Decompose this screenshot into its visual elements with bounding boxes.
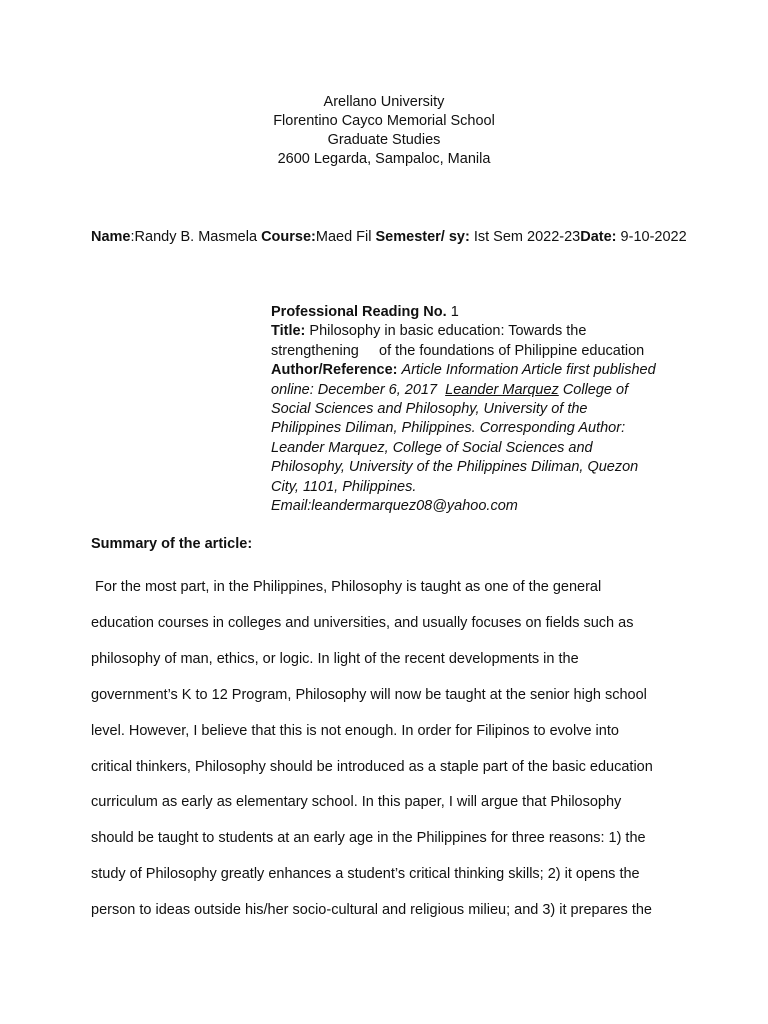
- student-info-row: Name:Randy B. Masmela Course:Maed Fil Semester/ sy: Ist Sem 2022-23Date: 9-10-2022: [91, 229, 687, 245]
- summary-line: level. However, I believe that this is not enough. In order for Filipinos to evolve into: [91, 722, 619, 739]
- title-label: Title:: [271, 323, 306, 340]
- date-label: Date:: [580, 229, 617, 245]
- reading-number-label: Professional Reading No.: [271, 304, 447, 320]
- school-name: Florentino Cayco Memorial School: [273, 113, 495, 129]
- summary-heading: Summary of the article:: [91, 536, 253, 552]
- title-text-1: Philosophy in basic education: Towards the: [309, 323, 587, 340]
- author-link[interactable]: Leander Marquez: [445, 381, 559, 398]
- semester-label: Semester/ sy:: [375, 229, 470, 245]
- school-address: 2600 Legarda, Sampaloc, Manila: [277, 151, 491, 167]
- summary-line: For the most part, in the Philippines, Philosophy is taught as one of the general: [91, 579, 602, 595]
- author-line-1: [271, 361, 681, 380]
- author-line-6: Philosophy, University of the Philippines Diliman, Quezon: [271, 459, 639, 476]
- course-label: Course:: [261, 229, 316, 245]
- university-name: Arellano University: [323, 94, 445, 110]
- author-label: Author/Reference:: [271, 362, 398, 379]
- summary-line: education courses in colleges and universities, and usually focuses on fields such as: [91, 614, 634, 631]
- summary-line: philosophy of man, ethics, or logic. In light of the recent developments in the: [91, 650, 579, 667]
- summary-line: government’s K to 12 Program, Philosophy will now be taught at the senior high school: [91, 686, 647, 703]
- author-line-2: online: December 6, 2017 Leander Marquez College of: [271, 381, 629, 398]
- title-line-2: strengthening of the foundations of Philippine education: [271, 342, 645, 359]
- course-value: Maed Fil: [315, 229, 372, 245]
- document-header: [0, 93, 768, 169]
- summary-line: critical thinkers, Philosophy should be introduced as a staple part of the basic education: [91, 758, 653, 775]
- author-line-3: Social Sciences and Philosophy, University of the: [271, 401, 588, 418]
- summary-line: should be taught to students at an early age in the Philippines for three reasons: 1) the: [91, 830, 646, 847]
- reading-number-value: 1: [450, 304, 459, 320]
- name-label: Name: [91, 229, 131, 245]
- author-line-4: Philippines Diliman, Philippines. Corresponding Author:: [271, 420, 626, 437]
- author-email: Email:leandermarquez08@yahoo.com: [271, 498, 518, 515]
- semester-value: Ist Sem 2022-23: [473, 229, 581, 245]
- summary-body: [91, 570, 691, 929]
- author-line-7: City, 1101, Philippines.: [271, 478, 417, 495]
- name-value: Randy B. Masmela: [134, 229, 258, 245]
- summary-line: curriculum as early as elementary school. In this paper, I will argue that Philosophy: [91, 794, 622, 811]
- author-line-5: Leander Marquez, College of Social Sciences and: [271, 439, 593, 456]
- date-value: 9-10-2022: [620, 229, 687, 245]
- department-name: Graduate Studies: [327, 132, 441, 148]
- author-text-1: Article Information Article first published: [401, 362, 656, 379]
- summary-line: study of Philosophy greatly enhances a student’s critical thinking skills; 2) it opens the: [91, 866, 640, 883]
- reading-details: [271, 303, 681, 516]
- reading-number-line: [271, 303, 681, 322]
- summary-line: person to ideas outside his/her socio-cultural and religious milieu; and 3) it prepares the: [91, 902, 652, 919]
- title-line-1: [271, 322, 681, 341]
